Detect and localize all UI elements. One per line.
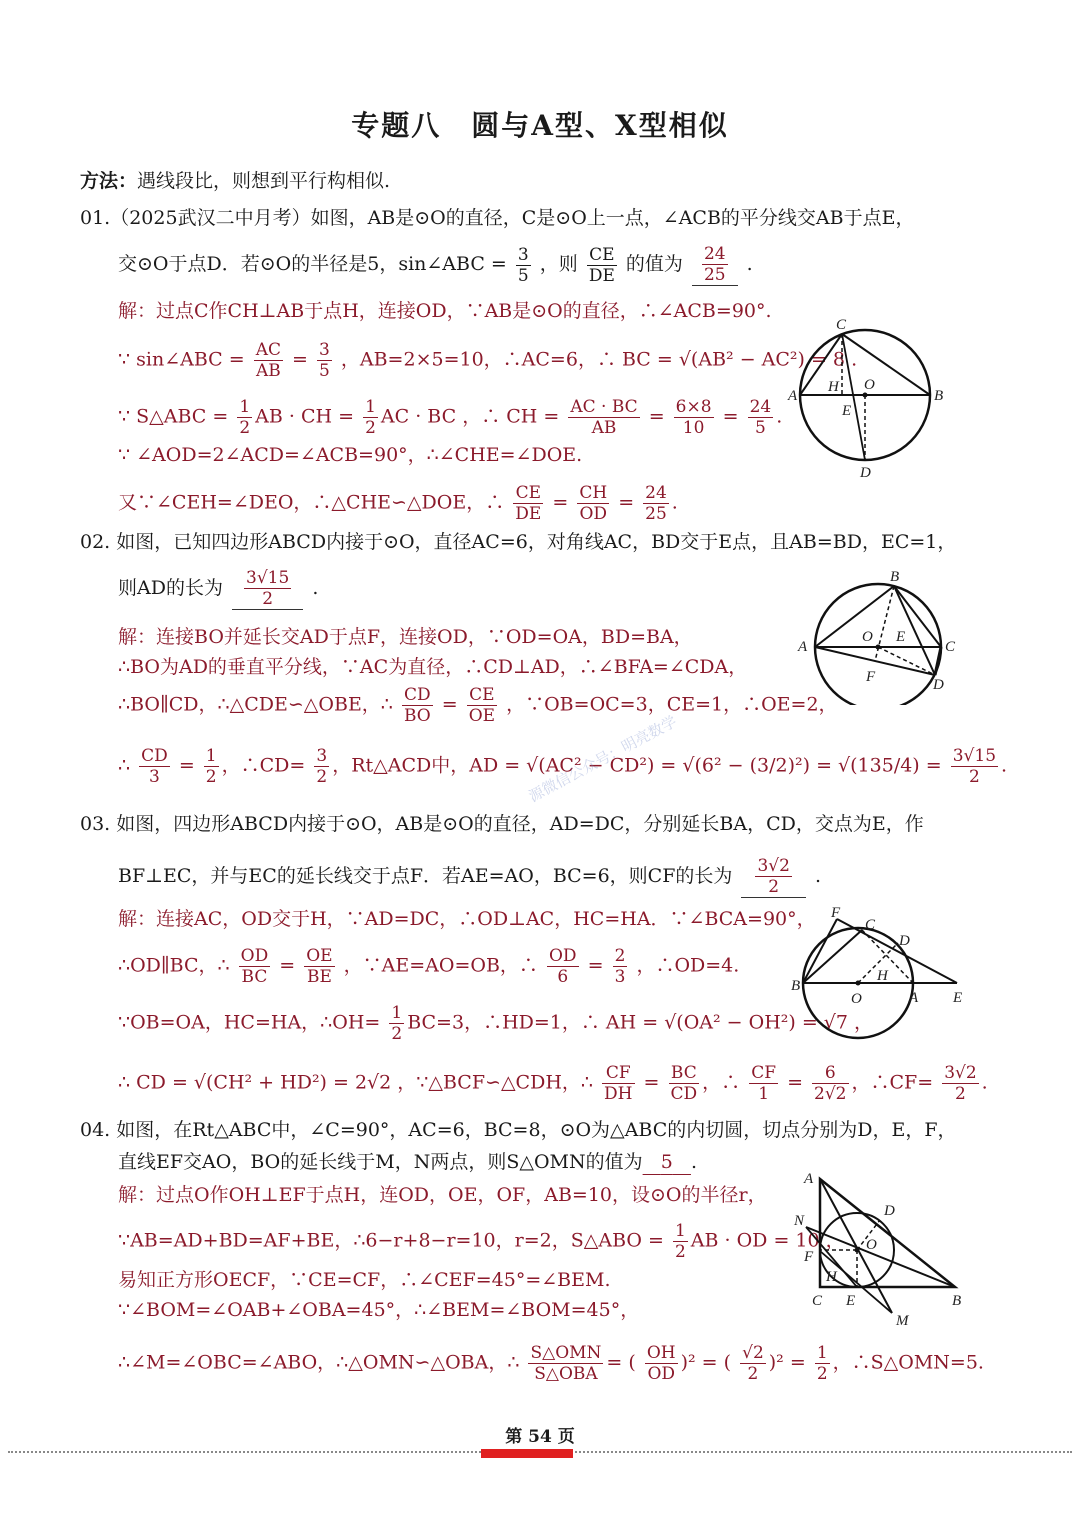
p2-answer: $\frac{3√15}{2}$	[232, 568, 303, 610]
method-text: 遇线段比，则想到平行构相似.	[137, 170, 391, 192]
p4-solution-line4: ∵∠BOM=∠OAB+∠OBA=45°，∴∠BEM=∠BOM=45°，	[118, 1299, 640, 1321]
p2-solution-line4: ∴ $\frac{CD}{3}$ = $\frac{1}{2}$ ，∴CD= $\frac{3}{2}$ ，Rt△ACD中，AD = √(AC² − CD²) = √(6² − (3/2)²) = √(135/4) = $\frac{3√15}{2}$ .	[118, 746, 1008, 787]
p4-question-line2: 直线EF交AO，BO的延长线于M，N两点，则S△OMN的值为 5 .	[118, 1151, 697, 1173]
p1-question-line1: 01.（2025武汉二中月考）如图，AB是⊙O的直径，C是⊙O上一点，∠ACB的平分线交AB于点E，	[80, 207, 915, 229]
watermark: 源微信公众号：明亮数学	[525, 712, 680, 806]
svg-text:A: A	[788, 388, 798, 404]
p2-solution-line2: ∴BO为AD的垂直平分线，∵AC为直径，∴CD⊥AD，∴∠BFA=∠CDA，	[118, 656, 748, 678]
svg-text:F: F	[831, 905, 841, 921]
svg-text:A: A	[798, 639, 808, 655]
p3-solution-line3: ∵OB=OA，HC=HA，∴OH= $\frac{1}{2}$ BC=3，∴HD=1，∴ AH = √(OA² − OH²) = √7 ，	[118, 1003, 874, 1044]
svg-text:H: H	[828, 379, 839, 395]
p1-q2b: ，则	[539, 253, 578, 275]
p4-answer: 5	[660, 1151, 673, 1173]
svg-text:D: D	[899, 933, 910, 949]
svg-text:O: O	[864, 377, 875, 393]
p1-solution-line1: 解：过点C作CH⊥AB于点H，连接OD，∵AB是⊙O的直径，∴∠ACB=90°.	[118, 300, 772, 322]
p3-solution-line2: ∴OD∥BC，∴ $\frac{OD}{BC}$ = $\frac{OE}{BE}$ ，∵AE=AO=OB，∴ $\frac{OD}{6}$ = $\frac{2}{3}$ ，∴OD=4.	[118, 946, 740, 987]
svg-text:E: E	[953, 990, 963, 1006]
p2-question-line2: 则AD的长为 $\frac{3√15}{2}$ .	[118, 568, 319, 609]
page-title: 专题八 圆与A型、X型相似	[351, 109, 729, 142]
p4-solution-line1: 解：过点O作OH⊥EF于点H，连OD，OE，OF，AB=10，设⊙O的半径r，	[118, 1184, 767, 1206]
p2-figure	[790, 565, 970, 705]
p4-solution-line2: ∵AB=AD+BD=AF+BE，∴6−r+8−r=10，r=2，S△ABO = $\frac{1}{2}$ AB · OD = 10 ，	[118, 1221, 845, 1262]
svg-text:C: C	[865, 917, 876, 933]
svg-text:A: A	[804, 1171, 814, 1187]
p2-question-line1: 02. 如图，已知四边形ABCD内接于⊙O，直径AC=6，对角线AC，BD交于E点，且AB=BD，EC=1，	[80, 531, 957, 553]
footer-red-bar	[481, 1449, 573, 1458]
p1-solution-line2: ∵ sin∠ABC = $\frac{AC}{AB}$ = $\frac{3}{5}$ ，AB=2×5=10，∴AC=6，∴ BC = √(AB² − AC²) = 8 .	[118, 340, 858, 381]
svg-text:F: F	[866, 669, 876, 685]
method-label: 方法：	[80, 170, 138, 192]
svg-text:C: C	[812, 1293, 823, 1309]
p1-frac-sin: $\frac{3}{5}$	[517, 244, 529, 286]
svg-text:E: E	[846, 1293, 856, 1309]
svg-text:H: H	[877, 968, 888, 984]
svg-text:O: O	[862, 629, 873, 645]
p3-figure	[785, 905, 975, 1040]
svg-text:D: D	[860, 465, 871, 481]
p1-frac-ce-de: $\frac{CE}{DE}$	[588, 244, 615, 286]
method-line	[80, 168, 390, 194]
svg-text:E: E	[896, 629, 906, 645]
svg-text:B: B	[890, 569, 900, 585]
p1-q2c: 的值为	[625, 253, 683, 275]
p1-solution-line5: 又∵∠CEH=∠DEO，∴△CHE∽△DOE，∴ $\frac{CE}{DE}$ = $\frac{CH}{OD}$ = $\frac{24}{25}$ .	[118, 483, 678, 524]
p3-question-line2: BF⊥EC，并与EC的延长线交于点F．若AE=AO，BC=6，则CF的长为 $\frac{3√2}{2}$ .	[118, 856, 822, 897]
svg-text:D: D	[933, 677, 944, 693]
svg-text:F: F	[804, 1249, 814, 1265]
svg-text:B: B	[952, 1293, 962, 1309]
p2-solution-line1: 解：连接BO并延长交AD于点F，连接OD，∵OD=OA，BD=BA，	[118, 626, 693, 648]
p3-solution-line1: 解：连接AC，OD交于H，∵AD=DC，∴OD⊥AC，HC=HA．∵∠BCA=90°，	[118, 908, 816, 930]
p1-solution-line4: ∵ ∠AOD=2∠ACD=∠ACB=90°，∴∠CHE=∠DOE.	[118, 444, 583, 466]
page-number: 第 54 页	[505, 1427, 575, 1447]
svg-text:D: D	[884, 1203, 895, 1219]
p3-solution-line4: ∴ CD = √(CH² + HD²) = 2√2 ，∵△BCF∽△CDH，∴ $\frac{CF}{DH}$ = $\frac{BC}{CD}$ ，∴ $\frac{CF}{1}$ = $\frac{6}{2√2}$ ，∴CF= $\frac{3√2}{2}$ .	[118, 1063, 988, 1104]
p4-figure	[790, 1165, 970, 1330]
svg-text:O: O	[851, 991, 862, 1007]
p4-solution-line3: 易知正方形OECF，∵CE=CF，∴∠CEF=45°=∠BEM.	[118, 1269, 611, 1291]
svg-text:C: C	[945, 639, 956, 655]
p1-q2a: 交⊙O于点D．若⊙O的半径是5，sin∠ABC =	[118, 253, 507, 275]
svg-text:M: M	[896, 1313, 909, 1329]
svg-text:O: O	[866, 1237, 877, 1253]
p4-question-line1: 04. 如图，在Rt△ABC中，∠C=90°，AC=6，BC=8，⊙O为△ABC的内切圆，切点分别为D，E，F，	[80, 1119, 957, 1141]
p3-answer: $\frac{3√2}{2}$	[741, 856, 805, 898]
p1-solution-line3: ∵ S△ABC = $\frac{1}{2}$ AB · CH = $\frac{1}{2}$ AC · BC ，∴ CH = $\frac{AC \cdot BC}{AB}$ = $\frac{6\times 8}{10}$ = $\frac{24}{5}$ .	[118, 397, 783, 438]
svg-text:C: C	[836, 317, 847, 333]
p3-question-line1: 03. 如图，四边形ABCD内接于⊙O，AB是⊙O的直径，AD=DC，分别延长BA，CD，交点为E，作	[80, 813, 924, 835]
p4-solution-line5: ∴∠M=∠OBC=∠ABO，∴△OMN∽△OBA，∴ $\frac{\text{S△OMN}}{\text{S△OBA}}$ = ( $\frac{OH}{OD}$ )² = ( $\frac{√2}{2}$ )² = $\frac{1}{2}$ ，∴S△OMN=5.	[118, 1343, 984, 1384]
p1-figure	[780, 315, 950, 485]
svg-text:A: A	[909, 990, 919, 1006]
svg-text:E: E	[842, 403, 852, 419]
svg-text:N: N	[794, 1213, 805, 1229]
p2-solution-line3: ∴BO∥CD，∴△CDE∽△OBE，∴ $\frac{CD}{BO}$ = $\frac{CE}{OE}$ ，∵OB=OC=3，CE=1，∴OE=2，	[118, 685, 838, 726]
p1-question-line2: 交⊙O于点D．若⊙O的半径是5，sin∠ABC = $\frac{3}{5}$ ，则 $\frac{CE}{DE}$ 的值为 $\frac{24}{25}$ .	[118, 244, 753, 286]
svg-text:B: B	[934, 388, 944, 404]
p1-answer: $\frac{24}{25}$	[692, 244, 738, 286]
svg-text:H: H	[826, 1269, 837, 1285]
svg-text:B: B	[791, 978, 801, 994]
